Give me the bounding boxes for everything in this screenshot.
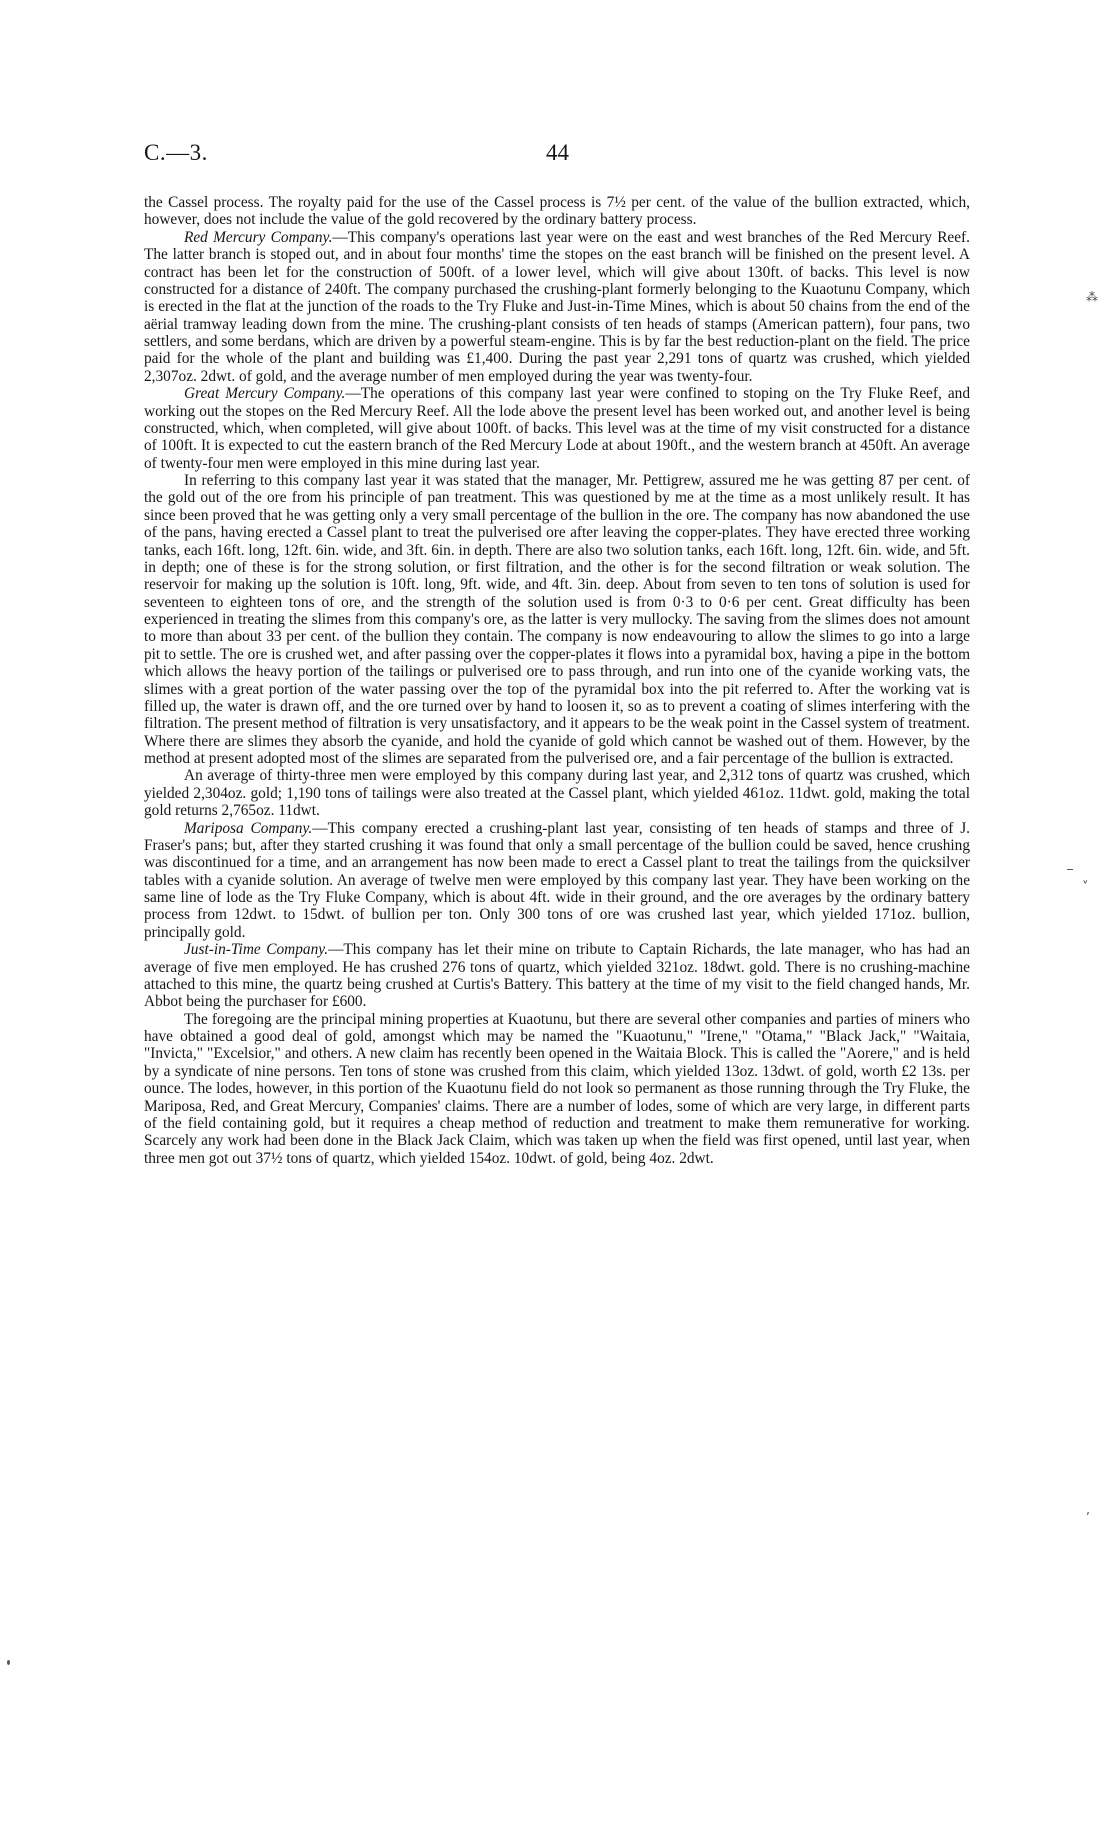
section-lead: Mariposa Company. bbox=[184, 819, 313, 837]
paragraph bbox=[144, 1011, 970, 1167]
paragraph-text: —This company's operations last year were on the east and west branches of the Red Mercury Reef. The latter branch is stoped out, and in about four months' time the stopes on the east branch will be finished on the present level. A contract has been let for the construction of 500ft. of a lower level, which will give about 130ft. of backs. This level is now constructed for a distance of 240ft. The company purchased the crushing-plant formerly belonging to the Kuaotunu Company, which is erected in the flat at the junction of the roads to the Try Fluke and Just-in-Time Mines, which is about 50 chains from the end of the aërial tramway leading down from the mine. The crushing-plant consists of ten heads of stamps (American pattern), four pans, two settlers, and some berdans, which are driven by a powerful steam-engine. This is by far the best reduction-plant on the field. The price paid for the whole of the plant and building was £1,400. During the past year 2,291 tons of quartz was crushed, which yielded 2,307oz. 2dwt. of gold, and the average number of men employed during the year was twenty-four. bbox=[144, 228, 970, 385]
paragraph-text: the Cassel process. The royalty paid for the use of the Cassel process is 7½ per cent. of the value of the bullion extracted, which, however, does not include the value of the gold recovered by the ordinary battery process. bbox=[144, 194, 970, 229]
paragraph bbox=[144, 767, 970, 819]
paragraph bbox=[144, 941, 970, 1011]
document-body bbox=[144, 194, 970, 1167]
paragraph bbox=[144, 472, 970, 767]
margin-mark: ʼ bbox=[1086, 1510, 1090, 1524]
paragraph bbox=[144, 229, 970, 385]
scan-speck bbox=[1067, 869, 1073, 870]
report-code: C.—3. bbox=[144, 140, 208, 165]
section-lead: Great Mercury Company. bbox=[184, 385, 346, 403]
paragraph bbox=[144, 194, 970, 229]
paragraph-text: —This company has let their mine on tribute to Captain Richards, the late manager, who has had an average of five men employed. He has crushed 276 tons of quartz, which yielded 321oz. 18dwt. gold. There is no crushing-machine attached to this mine, the quartz being crushed at Curtis's Battery. This battery at the time of my visit to the field changed hands, Mr. Abbot being the purchaser for £600. bbox=[144, 941, 970, 1011]
scan-speck bbox=[7, 1660, 10, 1665]
margin-mark: ˅ bbox=[1082, 880, 1089, 895]
section-lead: Just-in-Time Company. bbox=[184, 941, 329, 959]
paragraph bbox=[144, 385, 970, 472]
page-number: 44 bbox=[546, 140, 569, 165]
paragraph-text: The foregoing are the principal mining properties at Kuaotunu, but there are several other companies and parties of miners who have obtained a good deal of gold, amongst which may be named the "Kuaotunu," "Irene," "Otama," "Black Jack," "Waitaia, "Invicta," "Excelsior," and others. A new claim has recently been opened in the Waitaia Block. This is called the "Aorere," and is held by a syndicate of nine persons. Ten tons of stone was crushed from this claim, which yielded 13oz. 13dwt. of gold, worth £2 13s. per ounce. The lodes, however, in this portion of the Kuaotunu field do not look so permanent as those running through the Try Fluke, the Mariposa, Red, and Great Mercury, Companies' claims. There are a number of lodes, some of which are very large, in different parts of the field containing gold, but it requires a cheap method of reduction and treatment to make them remunerative for working. Scarcely any work had been done in the Black Jack Claim, which was taken up when the field was first opened, until last year, when three men got out 37½ tons of quartz, which yielded 154oz. 10dwt. of gold, being 4oz. 2dwt. bbox=[144, 1010, 970, 1167]
paragraph bbox=[144, 820, 970, 942]
paragraph-text: An average of thirty-three men were employed by this company during last year, and 2,312 tons of quartz was crushed, which yielded 2,304oz. gold; 1,190 tons of tailings were also treated at the Cassel plant, which yielded 461oz. 11dwt. gold, making the total gold returns 2,765oz. 11dwt. bbox=[144, 767, 970, 820]
paragraph-text: —This company erected a crushing-plant last year, consisting of ten heads of stamps and three of J. Fraser's pans; but, after they started crushing it was found that only a small percentage of the bullion could be saved, hence crushing was discontinued for a time, and an arrangement has now been made to erect a Cassel plant to treat the tailings from the quicksilver tables with a cyanide solution. An average of twelve men were employed by this company last year. They have been working on the same line of lode as the Try Fluke Company, which is about 4ft. wide in their ground, and the ore averages by the ordinary battery process from 12dwt. to 15dwt. of bullion per ton. Only 300 tons of ore was crushed last year, which yielded 171oz. bullion, principally gold. bbox=[144, 819, 971, 941]
paragraph-text: —The operations of this company last year were confined to stoping on the Try Fluke Reef, and working out the stopes on the Red Mercury Reef. All the lode above the present level has been worked out, and another level is being constructed, which, when completed, will give about 100ft. of backs. This level was at the time of my visit constructed for a distance of 100ft. It is expected to cut the eastern branch of the Red Mercury Lode at about 190ft., and the western branch at 450ft. An average of twenty-four men were employed in this mine during last year. bbox=[144, 385, 970, 472]
section-lead: Red Mercury Company. bbox=[184, 228, 333, 246]
paragraph-text: In referring to this company last year it was stated that the manager, Mr. Pettigrew, assured me he was getting 87 per cent. of the gold out of the ore from his principle of pan treatment. This was questioned by me at the time as a most unlikely result. It has since been proved that he was getting only a very small percentage of the bullion in the ore. The company has now abandoned the use of the pans, having erected a Cassel plant to treat the pulverised ore after leaving the copper-plates. They have erected three working tanks, each 16ft. long, 12ft. 6in. wide, and 3ft. 6in. in depth. There are also two solution tanks, each 16ft. long, 12ft. 6in. wide, and 5ft. in depth; one of these is for the strong solution, or first filtration, and the other is for the second filtration or weak solution. The reservoir for making up the solution is 10ft. long, 9ft. wide, and 4ft. 3in. deep. About from seven to ten tons of solution is used for seventeen to eighteen tons of ore, and the strength of the solution used is from 0·3 to 0·6 per cent. Great difficulty has been experienced in treating the slimes from this company's ore, as the latter is very mullocky. The saving from the slimes does not amount to more than about 33 per cent. of the bullion they contain. The company is now endeavouring to allow the slimes to go into a large pit to settle. The ore is crushed wet, and after passing over the copper-plates it flows into a pyramidal box, having a pipe in the bottom which allows the heavy portion of the tailings or pulverised ore to pass through, and run into one of the cyanide working vats, the slimes with a great portion of the water passing over the top of the pyramidal box into the pit referred to. After the working vat is filled up, the water is drawn off, and the ore turned over by hand to loosen it, so as to prevent a coating of slimes interfering with the filtration. The present method of filtration is very unsatisfactory, and it appears to be the weak point in the Cassel system of treatment. Where there are slimes they absorb the cyanide, and hold the cyanide of gold which cannot be washed out of them. However, by the method at present adopted most of the slimes are separated from the pulverised ore, and a fair percentage of the bullion is extracted. bbox=[144, 472, 970, 767]
margin-mark: ⁂ bbox=[1086, 290, 1098, 304]
page-header bbox=[144, 140, 974, 170]
